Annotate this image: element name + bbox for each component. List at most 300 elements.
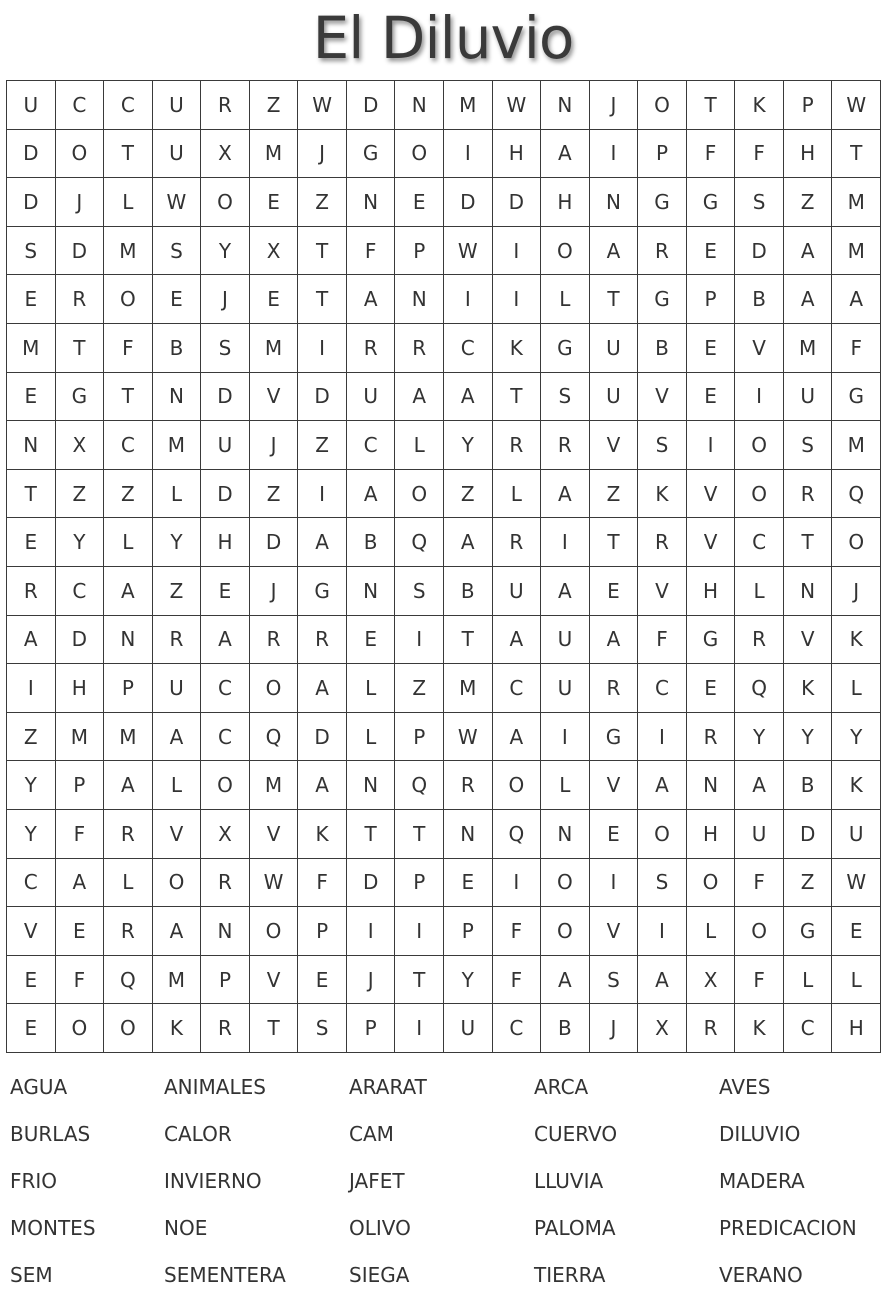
grid-cell[interactable]: X <box>638 1004 687 1053</box>
grid-cell[interactable]: E <box>444 859 493 908</box>
grid-cell[interactable]: C <box>638 664 687 713</box>
grid-cell[interactable]: S <box>298 1004 347 1053</box>
grid-cell[interactable]: R <box>347 324 396 373</box>
grid-cell[interactable]: T <box>104 373 153 422</box>
grid-cell[interactable]: B <box>541 1004 590 1053</box>
grid-cell[interactable]: Q <box>493 810 542 859</box>
grid-cell[interactable]: T <box>784 518 833 567</box>
grid-cell[interactable]: Y <box>56 518 105 567</box>
grid-cell[interactable]: Q <box>832 470 881 519</box>
grid-cell[interactable]: R <box>735 616 784 665</box>
grid-cell[interactable]: L <box>153 761 202 810</box>
grid-cell[interactable]: O <box>250 664 299 713</box>
grid-cell[interactable]: Y <box>832 713 881 762</box>
grid-cell[interactable]: E <box>687 324 736 373</box>
grid-cell[interactable]: I <box>298 324 347 373</box>
grid-cell[interactable]: U <box>590 324 639 373</box>
grid-cell[interactable]: J <box>250 421 299 470</box>
grid-cell[interactable]: S <box>153 227 202 276</box>
grid-cell[interactable]: M <box>832 227 881 276</box>
grid-cell[interactable]: O <box>104 275 153 324</box>
grid-cell[interactable]: A <box>153 713 202 762</box>
grid-cell[interactable]: I <box>735 373 784 422</box>
grid-cell[interactable]: O <box>56 1004 105 1053</box>
grid-cell[interactable]: B <box>735 275 784 324</box>
grid-cell[interactable]: Y <box>735 713 784 762</box>
grid-cell[interactable]: U <box>832 810 881 859</box>
grid-cell[interactable]: W <box>444 227 493 276</box>
grid-cell[interactable]: G <box>784 907 833 956</box>
grid-cell[interactable]: R <box>201 1004 250 1053</box>
grid-cell[interactable]: N <box>7 421 56 470</box>
grid-cell[interactable]: K <box>153 1004 202 1053</box>
grid-cell[interactable]: T <box>56 324 105 373</box>
grid-cell[interactable]: Q <box>104 956 153 1005</box>
grid-cell[interactable]: R <box>638 518 687 567</box>
grid-cell[interactable]: O <box>56 130 105 179</box>
grid-cell[interactable]: O <box>541 859 590 908</box>
grid-cell[interactable]: E <box>395 178 444 227</box>
grid-cell[interactable]: O <box>201 178 250 227</box>
grid-cell[interactable]: V <box>590 421 639 470</box>
grid-cell[interactable]: O <box>250 907 299 956</box>
grid-cell[interactable]: Z <box>395 664 444 713</box>
grid-cell[interactable]: O <box>153 859 202 908</box>
grid-cell[interactable]: U <box>153 664 202 713</box>
grid-cell[interactable]: C <box>201 664 250 713</box>
grid-cell[interactable]: S <box>541 373 590 422</box>
grid-cell[interactable]: I <box>493 275 542 324</box>
grid-cell[interactable]: D <box>735 227 784 276</box>
grid-cell[interactable]: R <box>395 324 444 373</box>
grid-cell[interactable]: D <box>7 178 56 227</box>
grid-cell[interactable]: F <box>56 956 105 1005</box>
grid-cell[interactable]: E <box>7 373 56 422</box>
grid-cell[interactable]: J <box>250 567 299 616</box>
grid-cell[interactable]: U <box>201 421 250 470</box>
grid-cell[interactable]: N <box>541 810 590 859</box>
grid-cell[interactable]: P <box>687 275 736 324</box>
grid-cell[interactable]: C <box>784 1004 833 1053</box>
grid-cell[interactable]: R <box>687 713 736 762</box>
grid-cell[interactable]: I <box>687 421 736 470</box>
grid-cell[interactable]: A <box>493 713 542 762</box>
grid-cell[interactable]: M <box>444 81 493 130</box>
grid-cell[interactable]: A <box>541 470 590 519</box>
grid-cell[interactable]: R <box>444 761 493 810</box>
grid-cell[interactable]: S <box>735 178 784 227</box>
grid-cell[interactable]: V <box>638 373 687 422</box>
grid-cell[interactable]: A <box>444 518 493 567</box>
grid-cell[interactable]: H <box>493 130 542 179</box>
grid-cell[interactable]: V <box>7 907 56 956</box>
grid-cell[interactable]: O <box>687 859 736 908</box>
grid-cell[interactable]: S <box>395 567 444 616</box>
grid-cell[interactable]: G <box>832 373 881 422</box>
grid-cell[interactable]: F <box>493 956 542 1005</box>
grid-cell[interactable]: L <box>832 664 881 713</box>
grid-cell[interactable]: I <box>395 616 444 665</box>
grid-cell[interactable]: A <box>347 275 396 324</box>
grid-cell[interactable]: E <box>832 907 881 956</box>
grid-cell[interactable]: N <box>590 178 639 227</box>
grid-cell[interactable]: M <box>104 227 153 276</box>
grid-cell[interactable]: R <box>104 907 153 956</box>
grid-cell[interactable]: A <box>201 616 250 665</box>
grid-cell[interactable]: S <box>590 956 639 1005</box>
grid-cell[interactable]: V <box>590 907 639 956</box>
grid-cell[interactable]: L <box>687 907 736 956</box>
grid-cell[interactable]: Y <box>7 810 56 859</box>
grid-cell[interactable]: Z <box>104 470 153 519</box>
grid-cell[interactable]: A <box>153 907 202 956</box>
grid-cell[interactable]: J <box>590 81 639 130</box>
grid-cell[interactable]: V <box>687 518 736 567</box>
grid-cell[interactable]: I <box>395 1004 444 1053</box>
grid-cell[interactable]: T <box>395 810 444 859</box>
grid-cell[interactable]: O <box>638 81 687 130</box>
grid-cell[interactable]: C <box>104 421 153 470</box>
grid-cell[interactable]: P <box>395 227 444 276</box>
grid-cell[interactable]: H <box>56 664 105 713</box>
grid-cell[interactable]: Q <box>250 713 299 762</box>
grid-cell[interactable]: T <box>250 1004 299 1053</box>
grid-cell[interactable]: Z <box>7 713 56 762</box>
grid-cell[interactable]: F <box>735 130 784 179</box>
grid-cell[interactable]: N <box>687 761 736 810</box>
grid-cell[interactable]: Z <box>784 178 833 227</box>
grid-cell[interactable]: N <box>395 81 444 130</box>
grid-cell[interactable]: R <box>250 616 299 665</box>
grid-cell[interactable]: M <box>250 761 299 810</box>
grid-cell[interactable]: D <box>444 178 493 227</box>
grid-cell[interactable]: O <box>493 761 542 810</box>
grid-cell[interactable]: P <box>444 907 493 956</box>
grid-cell[interactable]: I <box>395 907 444 956</box>
grid-cell[interactable]: E <box>687 227 736 276</box>
grid-cell[interactable]: I <box>541 713 590 762</box>
grid-cell[interactable]: E <box>298 956 347 1005</box>
grid-cell[interactable]: O <box>638 810 687 859</box>
grid-cell[interactable]: A <box>395 373 444 422</box>
grid-cell[interactable]: R <box>687 1004 736 1053</box>
grid-cell[interactable]: A <box>590 227 639 276</box>
grid-cell[interactable]: X <box>56 421 105 470</box>
grid-cell[interactable]: M <box>153 421 202 470</box>
grid-cell[interactable]: V <box>250 956 299 1005</box>
grid-cell[interactable]: K <box>638 470 687 519</box>
grid-cell[interactable]: I <box>444 130 493 179</box>
grid-cell[interactable]: T <box>395 956 444 1005</box>
grid-cell[interactable]: Z <box>250 81 299 130</box>
grid-cell[interactable]: H <box>201 518 250 567</box>
grid-cell[interactable]: J <box>590 1004 639 1053</box>
grid-cell[interactable]: T <box>493 373 542 422</box>
grid-cell[interactable]: K <box>735 1004 784 1053</box>
grid-cell[interactable]: K <box>832 616 881 665</box>
grid-cell[interactable]: I <box>7 664 56 713</box>
grid-cell[interactable]: G <box>56 373 105 422</box>
grid-cell[interactable]: K <box>735 81 784 130</box>
grid-cell[interactable]: B <box>638 324 687 373</box>
grid-cell[interactable]: A <box>590 616 639 665</box>
grid-cell[interactable]: R <box>590 664 639 713</box>
grid-cell[interactable]: A <box>638 761 687 810</box>
grid-cell[interactable]: E <box>7 956 56 1005</box>
grid-cell[interactable]: M <box>832 421 881 470</box>
grid-cell[interactable]: D <box>56 616 105 665</box>
grid-cell[interactable]: T <box>832 130 881 179</box>
grid-cell[interactable]: P <box>395 713 444 762</box>
grid-cell[interactable]: T <box>687 81 736 130</box>
grid-cell[interactable]: A <box>541 956 590 1005</box>
grid-cell[interactable]: U <box>153 130 202 179</box>
grid-cell[interactable]: T <box>590 518 639 567</box>
grid-cell[interactable]: X <box>201 130 250 179</box>
grid-cell[interactable]: L <box>347 664 396 713</box>
grid-cell[interactable]: W <box>298 81 347 130</box>
grid-cell[interactable]: M <box>250 324 299 373</box>
grid-cell[interactable]: S <box>784 421 833 470</box>
grid-cell[interactable]: H <box>541 178 590 227</box>
grid-cell[interactable]: O <box>541 227 590 276</box>
grid-cell[interactable]: I <box>347 907 396 956</box>
grid-cell[interactable]: A <box>541 567 590 616</box>
grid-cell[interactable]: O <box>201 761 250 810</box>
grid-cell[interactable]: U <box>735 810 784 859</box>
grid-cell[interactable]: A <box>735 761 784 810</box>
grid-cell[interactable]: Y <box>201 227 250 276</box>
grid-cell[interactable]: I <box>638 907 687 956</box>
grid-cell[interactable]: V <box>638 567 687 616</box>
grid-cell[interactable]: T <box>298 227 347 276</box>
grid-cell[interactable]: H <box>784 130 833 179</box>
grid-cell[interactable]: U <box>541 664 590 713</box>
grid-cell[interactable]: G <box>638 275 687 324</box>
grid-cell[interactable]: A <box>104 761 153 810</box>
grid-cell[interactable]: C <box>56 567 105 616</box>
grid-cell[interactable]: E <box>201 567 250 616</box>
grid-cell[interactable]: Q <box>395 761 444 810</box>
grid-cell[interactable]: R <box>7 567 56 616</box>
grid-cell[interactable]: F <box>687 130 736 179</box>
grid-cell[interactable]: O <box>104 1004 153 1053</box>
grid-cell[interactable]: M <box>444 664 493 713</box>
grid-cell[interactable]: N <box>395 275 444 324</box>
grid-cell[interactable]: R <box>104 810 153 859</box>
grid-cell[interactable]: L <box>104 518 153 567</box>
grid-cell[interactable]: W <box>153 178 202 227</box>
grid-cell[interactable]: W <box>832 81 881 130</box>
grid-cell[interactable]: A <box>7 616 56 665</box>
grid-cell[interactable]: P <box>56 761 105 810</box>
grid-cell[interactable]: F <box>104 324 153 373</box>
grid-cell[interactable]: T <box>298 275 347 324</box>
grid-cell[interactable]: V <box>250 810 299 859</box>
grid-cell[interactable]: I <box>493 859 542 908</box>
grid-cell[interactable]: E <box>153 275 202 324</box>
grid-cell[interactable]: B <box>784 761 833 810</box>
grid-cell[interactable]: Z <box>784 859 833 908</box>
grid-cell[interactable]: N <box>347 567 396 616</box>
grid-cell[interactable]: O <box>395 130 444 179</box>
grid-cell[interactable]: C <box>493 664 542 713</box>
grid-cell[interactable]: M <box>7 324 56 373</box>
grid-cell[interactable]: P <box>395 859 444 908</box>
grid-cell[interactable]: A <box>347 470 396 519</box>
grid-cell[interactable]: N <box>347 178 396 227</box>
grid-cell[interactable]: T <box>590 275 639 324</box>
grid-cell[interactable]: A <box>104 567 153 616</box>
grid-cell[interactable]: B <box>444 567 493 616</box>
grid-cell[interactable]: H <box>687 567 736 616</box>
grid-cell[interactable]: Z <box>444 470 493 519</box>
grid-cell[interactable]: J <box>347 956 396 1005</box>
grid-cell[interactable]: E <box>7 1004 56 1053</box>
grid-cell[interactable]: R <box>56 275 105 324</box>
grid-cell[interactable]: F <box>493 907 542 956</box>
grid-cell[interactable]: Y <box>444 421 493 470</box>
grid-cell[interactable]: M <box>250 130 299 179</box>
grid-cell[interactable]: J <box>298 130 347 179</box>
grid-cell[interactable]: K <box>298 810 347 859</box>
grid-cell[interactable]: J <box>56 178 105 227</box>
grid-cell[interactable]: T <box>7 470 56 519</box>
grid-cell[interactable]: R <box>784 470 833 519</box>
grid-cell[interactable]: G <box>541 324 590 373</box>
grid-cell[interactable]: G <box>347 130 396 179</box>
grid-cell[interactable]: D <box>298 713 347 762</box>
grid-cell[interactable]: C <box>444 324 493 373</box>
grid-cell[interactable]: K <box>493 324 542 373</box>
grid-cell[interactable]: P <box>201 956 250 1005</box>
grid-cell[interactable]: V <box>735 324 784 373</box>
grid-cell[interactable]: I <box>298 470 347 519</box>
grid-cell[interactable]: P <box>347 1004 396 1053</box>
grid-cell[interactable]: D <box>201 470 250 519</box>
grid-cell[interactable]: L <box>735 567 784 616</box>
grid-cell[interactable]: N <box>444 810 493 859</box>
grid-cell[interactable]: L <box>395 421 444 470</box>
grid-cell[interactable]: I <box>638 713 687 762</box>
grid-cell[interactable]: C <box>7 859 56 908</box>
grid-cell[interactable]: L <box>832 956 881 1005</box>
grid-cell[interactable]: Q <box>395 518 444 567</box>
grid-cell[interactable]: E <box>250 275 299 324</box>
grid-cell[interactable]: E <box>250 178 299 227</box>
grid-cell[interactable]: H <box>832 1004 881 1053</box>
grid-cell[interactable]: W <box>444 713 493 762</box>
grid-cell[interactable]: W <box>832 859 881 908</box>
grid-cell[interactable]: O <box>735 470 784 519</box>
grid-cell[interactable]: L <box>541 761 590 810</box>
grid-cell[interactable]: X <box>201 810 250 859</box>
grid-cell[interactable]: E <box>687 373 736 422</box>
grid-cell[interactable]: X <box>687 956 736 1005</box>
grid-cell[interactable]: X <box>250 227 299 276</box>
grid-cell[interactable]: E <box>590 810 639 859</box>
grid-cell[interactable]: W <box>250 859 299 908</box>
grid-cell[interactable]: S <box>7 227 56 276</box>
grid-cell[interactable]: B <box>347 518 396 567</box>
grid-cell[interactable]: R <box>298 616 347 665</box>
grid-cell[interactable]: L <box>493 470 542 519</box>
grid-cell[interactable]: U <box>153 81 202 130</box>
grid-cell[interactable]: E <box>347 616 396 665</box>
grid-cell[interactable]: A <box>784 227 833 276</box>
grid-cell[interactable]: M <box>153 956 202 1005</box>
grid-cell[interactable]: C <box>493 1004 542 1053</box>
grid-cell[interactable]: U <box>590 373 639 422</box>
grid-cell[interactable]: D <box>493 178 542 227</box>
grid-cell[interactable]: U <box>784 373 833 422</box>
grid-cell[interactable]: Z <box>298 421 347 470</box>
grid-cell[interactable]: F <box>735 859 784 908</box>
grid-cell[interactable]: L <box>541 275 590 324</box>
grid-cell[interactable]: G <box>638 178 687 227</box>
grid-cell[interactable]: J <box>201 275 250 324</box>
grid-cell[interactable]: A <box>444 373 493 422</box>
grid-cell[interactable]: G <box>687 616 736 665</box>
grid-cell[interactable]: A <box>56 859 105 908</box>
grid-cell[interactable]: U <box>7 81 56 130</box>
grid-cell[interactable]: P <box>638 130 687 179</box>
grid-cell[interactable]: D <box>56 227 105 276</box>
grid-cell[interactable]: R <box>541 421 590 470</box>
grid-cell[interactable]: G <box>590 713 639 762</box>
grid-cell[interactable]: I <box>590 130 639 179</box>
grid-cell[interactable]: C <box>735 518 784 567</box>
grid-cell[interactable]: R <box>493 518 542 567</box>
grid-cell[interactable]: S <box>638 421 687 470</box>
grid-cell[interactable]: A <box>541 130 590 179</box>
grid-cell[interactable]: O <box>735 421 784 470</box>
grid-cell[interactable]: I <box>590 859 639 908</box>
grid-cell[interactable]: N <box>347 761 396 810</box>
grid-cell[interactable]: U <box>493 567 542 616</box>
grid-cell[interactable]: U <box>347 373 396 422</box>
grid-cell[interactable]: F <box>638 616 687 665</box>
grid-cell[interactable]: D <box>784 810 833 859</box>
grid-cell[interactable]: L <box>784 956 833 1005</box>
grid-cell[interactable]: D <box>7 130 56 179</box>
grid-cell[interactable]: K <box>832 761 881 810</box>
grid-cell[interactable]: I <box>493 227 542 276</box>
grid-cell[interactable]: V <box>250 373 299 422</box>
grid-cell[interactable]: F <box>56 810 105 859</box>
grid-cell[interactable]: V <box>590 761 639 810</box>
grid-cell[interactable]: U <box>444 1004 493 1053</box>
grid-cell[interactable]: L <box>104 178 153 227</box>
grid-cell[interactable]: E <box>687 664 736 713</box>
grid-cell[interactable]: Z <box>153 567 202 616</box>
grid-cell[interactable]: F <box>347 227 396 276</box>
grid-cell[interactable]: N <box>201 907 250 956</box>
grid-cell[interactable]: Q <box>735 664 784 713</box>
grid-cell[interactable]: O <box>541 907 590 956</box>
grid-cell[interactable]: P <box>104 664 153 713</box>
grid-cell[interactable]: G <box>298 567 347 616</box>
grid-cell[interactable]: N <box>104 616 153 665</box>
grid-cell[interactable]: N <box>153 373 202 422</box>
grid-cell[interactable]: V <box>784 616 833 665</box>
grid-cell[interactable]: P <box>784 81 833 130</box>
grid-cell[interactable]: V <box>687 470 736 519</box>
grid-cell[interactable]: Y <box>153 518 202 567</box>
grid-cell[interactable]: R <box>201 81 250 130</box>
grid-cell[interactable]: D <box>250 518 299 567</box>
grid-cell[interactable]: H <box>687 810 736 859</box>
